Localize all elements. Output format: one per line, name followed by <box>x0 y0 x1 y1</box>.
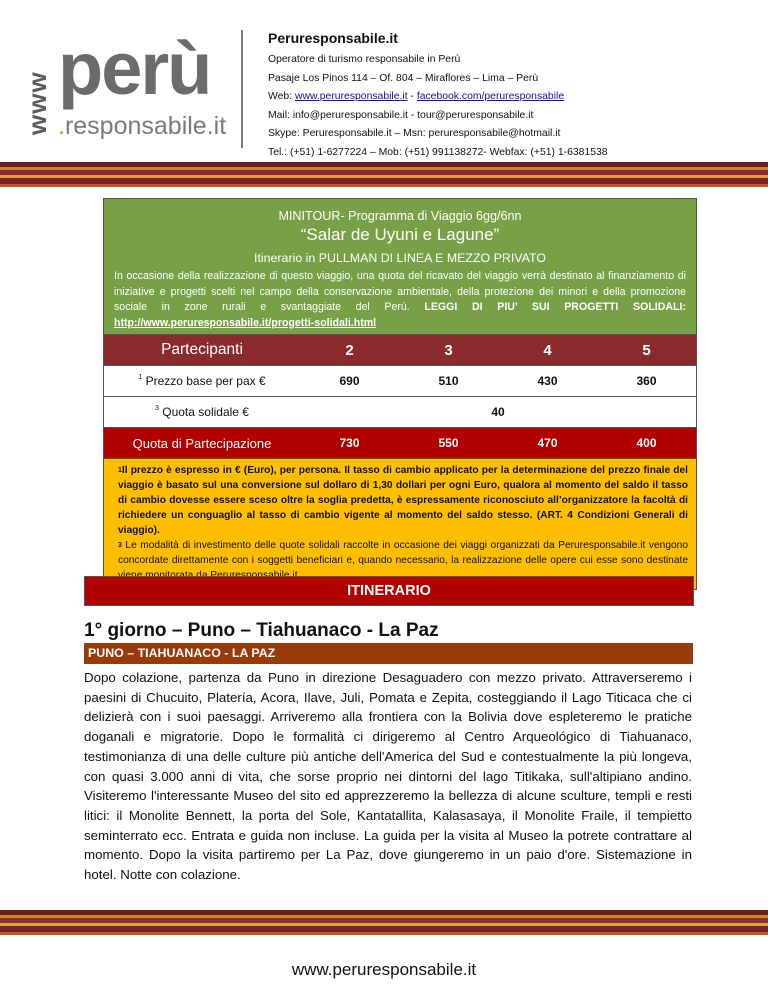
solidal-row <box>104 396 696 427</box>
tour-description: In occasione della realizzazione di questo viaggio, una quota del ricavato del viaggio verrà destinato al finanziamento di iniziative e progetti scelti nel campo della conservazione ambientale, della protezione dei minori e della promozione sociale in zone rurali e svantaggiate del Perù. LEGGI DI PIU’ SUI PROGETTI SOLIDALI: http://www.peruresponsabile.it/progetti-solidali.html <box>114 270 686 329</box>
base-price-row <box>104 365 696 396</box>
footer-website: www.peruresponsabile.it <box>291 960 477 979</box>
base-price-label: $^1$ Prezzo base per pax € <box>138 374 266 389</box>
logo-peru: perù <box>58 27 211 110</box>
base-price-5: 360 <box>636 374 657 389</box>
tour-title: “Salar de Uyuni e Lagune” <box>300 225 500 244</box>
price-notes <box>104 458 696 589</box>
company-address: Pasaje Los Pinos 114 – Of. 804 – Miraflores – Lima – Perù <box>268 72 539 84</box>
itinerary-banner: ITINERARIO <box>84 576 694 606</box>
peruresponsabile-logo <box>22 27 244 147</box>
logo-responsabile: .responsabile.it <box>58 112 227 140</box>
participants-row <box>104 334 696 365</box>
base-price-3: 510 <box>438 374 459 389</box>
letterhead <box>0 0 768 160</box>
top-decorative-stripes <box>0 162 768 187</box>
tour-price-table <box>103 198 697 590</box>
header-divider <box>241 30 243 148</box>
participants-4: 4 <box>543 341 552 359</box>
website-link[interactable]: www.peruresponsabile.it <box>294 91 408 103</box>
total-price-2: 730 <box>339 436 360 451</box>
company-web: Web: www.peruresponsabile.it - facebook.com/peruresponsabile <box>268 91 565 103</box>
participants-2: 2 <box>345 341 354 359</box>
bottom-decorative-stripes <box>0 910 768 935</box>
day-1-description: Dopo colazione, partenza da Puno in direzione Desaguadero con mezzo privato. Attraverseremo i paesini di Chucuito, Platería, Acora, Ilave, Juli, Pomata e Zepita, costeggiando il Lago Titicaca che ci delizierà con i suoi paesaggi. Arriveremo alla frontiera con la Bolivia dove espleteremo le pratiche doganali e migratorie. Dopo le formalità ci dirigeremo al Centro Arqueológico di Tiahuanaco, testimonianza di una delle culture più antiche dell'America del Sud e contestualmente la più longeva, con quasi 3.000 anni di vita, che sorse proprio nei dintorni del lago Titikaka, sull'altipiano andino. Visiteremo l'interessante Museo del sito ed apprezzeremo la bellezza di alcune sculture, templi e resti litici: il Monolite Bennett, la porta del Sole, Kantatallita, Kalasasaya, il Monolite Fraile, il tempietto seminterrato ecc. Entrata e guida non incluse. La guida per la visita al Museo la potrete contrattare al momento. Dopo la visita partiremo per La Paz, dove giungeremo in un paio d'ore. Sistemazione in hotel. Notte con colazione. <box>84 670 692 883</box>
day-1-header: PUNO – TIAHUANACO - LA PAZ <box>84 643 693 664</box>
company-tel: Tel.: (+51) 1-6277224 – Mob: (+51) 991138272- Webfax: (+51) 1-6381538 <box>268 146 608 158</box>
progetti-solidali-link[interactable]: http://www.peruresponsabile.it/progetti-solidali.html <box>114 316 377 329</box>
company-mail: Mail: info@peruresponsabile.it - tour@peruresponsabile.it <box>268 109 534 121</box>
participants-3: 3 <box>444 341 453 359</box>
company-skype: Skype: Peruresponsabile.it – Msn: peruresponsabile@hotmail.it <box>268 128 561 140</box>
total-price-5: 400 <box>636 436 657 451</box>
facebook-link[interactable]: facebook.com/peruresponsabile <box>416 91 565 103</box>
total-price-4: 470 <box>537 436 558 451</box>
total-price-3: 550 <box>438 436 459 451</box>
total-label: Quota di Partecipazione <box>132 435 272 451</box>
solidal-value: 40 <box>491 405 505 420</box>
company-name: Peruresponsabile.it <box>268 30 398 46</box>
total-row <box>104 427 696 458</box>
participants-5: 5 <box>642 341 651 359</box>
tour-intro <box>104 199 696 334</box>
tour-subtitle: MINITOUR- Programma di Viaggio 6gg/6nn <box>278 209 522 223</box>
day-1-title: 1° giorno – Puno – Tiahuanaco - La Paz <box>84 620 439 641</box>
solidal-label: $^3$ Quota solidale € <box>155 405 249 420</box>
company-info <box>268 27 748 163</box>
tour-mode: Itinerario in PULLMAN DI LINEA E MEZZO PRIVATO <box>254 251 546 265</box>
base-price-4: 430 <box>537 374 558 389</box>
participants-label: Partecipanti <box>161 341 243 359</box>
company-line-1: Operatore di turismo responsabile in Perù <box>268 54 461 65</box>
logo-www: www <box>22 71 52 135</box>
note-1: $^1$Il prezzo è espresso in € (Euro), per persona. Il tasso di cambio applicato per la determinazione del prezzo finale del viaggio è basato sul una conversione sul dollaro di 1,30 dollari per ogni Euro, qualora al momento del saldo il tasso di cambio dovesse essere sceso oltre la soglia predetta, è espressamente riconosciuto all’organizzatore la facoltà di richiedere un conguaglio al tasso di cambio vigente al momento del saldo stesso. (ART. 4 Condizioni Generali di viaggio). <box>118 465 688 537</box>
note-3: $^3$ Le modalità di investimento delle quote solidali raccolte in occasione dei viaggi organizzati da Peruresponsabile.it vengono concordate direttamente con i soggetti beneficiari e, quando necessario, la realizzazione delle opere cui esse sono destinate <box>118 540 688 567</box>
base-price-2: 690 <box>339 374 360 389</box>
